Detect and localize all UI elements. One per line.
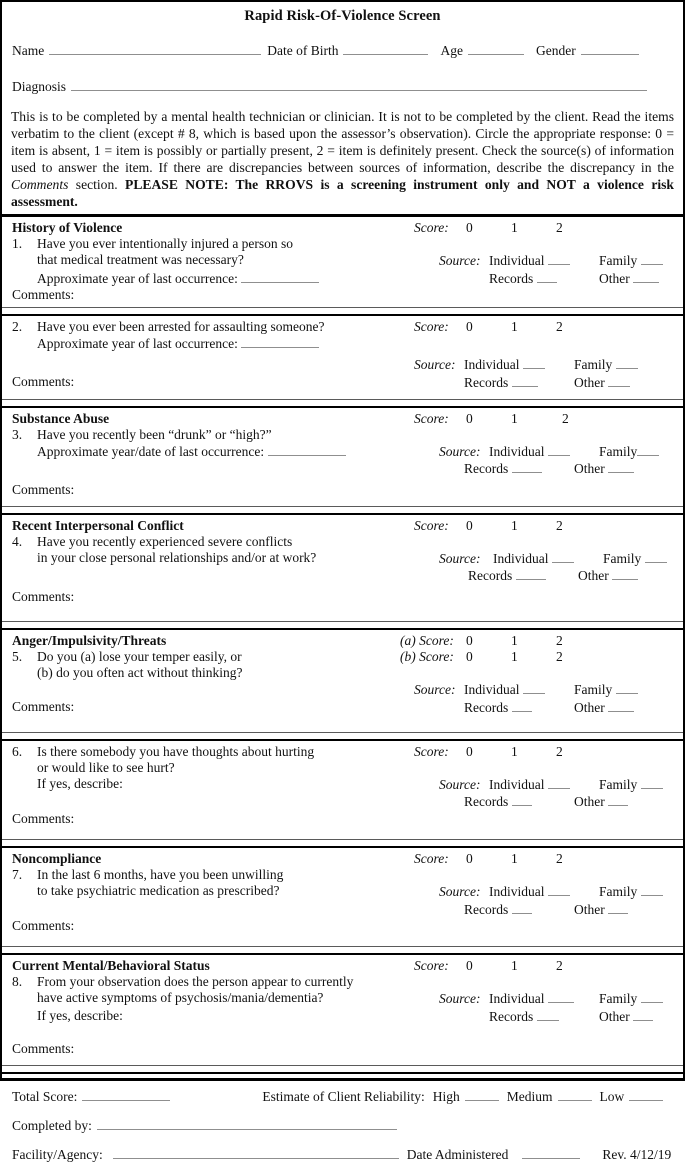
- item-3-source-individual: [489, 443, 599, 460]
- item-2-lastoccurrence-blank[interactable]: [241, 335, 319, 348]
- item-1-source-individual-blank[interactable]: [548, 252, 570, 265]
- item-4-number: 4.: [12, 534, 23, 550]
- completed-by-label: Completed by:: [12, 1117, 92, 1133]
- item-8-source-row1: [439, 990, 675, 1007]
- item-3-source-other: [574, 461, 634, 476]
- date-administered-field[interactable]: [522, 1146, 580, 1159]
- item-6-source-individual: [489, 776, 599, 793]
- section-divider: [2, 732, 683, 741]
- score-label: Score:: [414, 517, 449, 533]
- item-2-source-row2: [414, 374, 675, 391]
- diagnosis-row: [2, 78, 683, 95]
- completed-by-field[interactable]: [97, 1117, 397, 1130]
- source-individual-label: Individual: [489, 991, 545, 1007]
- item-6-score-1[interactable]: 1: [511, 743, 518, 759]
- source-other-label: Other: [574, 374, 605, 390]
- source-label: Source:: [439, 777, 481, 793]
- instructions-part1: This is to be completed by a mental health technician or clinician. It is not to be completed by the client. Read the items verbatim to the client (except # 8, which is based upon the assessor’s observation). Circle the appropriate response: 0 = item is absent, 1 = item is possibly or partially present, 2 = item is definitely present. Check the source(s) of information used to answer the item. If there are discrepancies between sources of information, describe the discrepancy in the: [11, 109, 674, 175]
- source-records-label: Records: [464, 699, 509, 715]
- reliability-low-blank[interactable]: [629, 1088, 663, 1101]
- item-6-score-row: [414, 744, 675, 760]
- item-2-score-1[interactable]: 1: [511, 319, 518, 335]
- item-8-source-records-blank[interactable]: [537, 1008, 559, 1021]
- item-3-score-0[interactable]: 0: [466, 410, 473, 426]
- source-family-label: Family: [599, 444, 638, 460]
- source-other-label: Other: [599, 270, 630, 286]
- item-8-source-row2: [439, 1008, 675, 1025]
- item-3-source-other-blank[interactable]: [608, 460, 634, 473]
- item-7-source-individual: [489, 883, 599, 900]
- source-records-label: Records: [468, 568, 513, 584]
- item-7-source-individual-blank[interactable]: [548, 883, 570, 896]
- source-individual-label: Individual: [464, 357, 520, 373]
- section-divider: [2, 399, 683, 408]
- item-5a-score-row: [400, 632, 675, 649]
- item-2-question-line1: [12, 319, 414, 335]
- item-5-number: 5.: [12, 649, 23, 665]
- item-6-question-text1: Is there somebody you have thoughts about hurting: [37, 743, 315, 759]
- item-2-lastoccurrence-label: Approximate year of last occurrence:: [37, 336, 238, 352]
- item-8-score-1[interactable]: 1: [511, 957, 518, 973]
- item-7-source-family-blank[interactable]: [641, 883, 663, 896]
- item-8-block: [2, 955, 683, 1065]
- item-7-source-records: [464, 901, 574, 918]
- item-5-block: [2, 630, 683, 732]
- section-divider: [2, 506, 683, 515]
- source-label: Source:: [439, 253, 481, 269]
- item-1-source-records-blank[interactable]: [537, 270, 557, 283]
- item-5b-score-row: [400, 649, 675, 665]
- item-8-source-family: [599, 991, 663, 1006]
- instructions-note: PLEASE NOTE: The RROVS is a screening instrument only and NOT a violence risk assessment.: [11, 177, 674, 209]
- form-title: Rapid Risk-Of-Violence Screen: [244, 8, 441, 24]
- item-5a-score-1[interactable]: 1: [511, 632, 518, 648]
- item-6-source-row2: [414, 793, 675, 810]
- item-5a-score-0[interactable]: 0: [466, 632, 473, 648]
- item-7-block: [2, 848, 683, 946]
- item-5-source-family: [574, 682, 638, 697]
- item-1-source-other: [599, 271, 659, 286]
- source-other-label: Other: [574, 699, 605, 715]
- item-5-question-line2: (b) do you often act without thinking?: [37, 665, 243, 681]
- item-7-source-row2: [414, 901, 675, 918]
- total-score-field[interactable]: [82, 1088, 170, 1101]
- source-label: Source:: [439, 444, 481, 460]
- item-2-source-records: [464, 374, 574, 391]
- source-family-label: Family: [599, 991, 638, 1007]
- reliability-medium-label: Medium: [506, 1088, 553, 1104]
- item-8-source-other: [599, 1009, 653, 1024]
- item-4-question-line1: [12, 534, 414, 550]
- item-8-source-other-blank[interactable]: [633, 1008, 653, 1021]
- item-6-source-row1: [439, 776, 675, 793]
- item-4-comments-label: Comments:: [12, 588, 75, 604]
- item-7-source-other: [574, 902, 628, 917]
- item-7-source-other-blank[interactable]: [608, 901, 628, 914]
- item-1-source-records: [489, 270, 599, 287]
- revision-label: Rev. 4/12/19: [602, 1146, 672, 1162]
- item-8-question-text1: From your observation does the person appear to currently: [37, 974, 354, 990]
- item-3-block: [2, 408, 683, 506]
- item-6-source-other-blank[interactable]: [608, 793, 628, 806]
- section-divider: [2, 946, 683, 955]
- item-4-source-other: [578, 568, 638, 583]
- source-records-label: Records: [489, 270, 534, 286]
- source-family-label: Family: [599, 884, 638, 900]
- facility-label: Facility/Agency:: [12, 1146, 103, 1162]
- item-2-source-records-blank[interactable]: [512, 374, 538, 387]
- score-label: Score:: [414, 850, 449, 866]
- item-6-question-line1: [12, 744, 414, 760]
- item-6-comments-label: Comments:: [12, 810, 75, 826]
- item-3-lastoccurrence-line: [12, 443, 439, 460]
- source-family-label: Family: [574, 357, 613, 373]
- gender-label: Gender: [535, 43, 576, 58]
- item-4-block: [2, 515, 683, 621]
- age-field[interactable]: [468, 42, 524, 55]
- item-7-score-2[interactable]: 2: [556, 850, 563, 866]
- item-1-source-individual: [489, 252, 599, 269]
- score-label: Score:: [414, 743, 449, 759]
- item-3-source-records-blank[interactable]: [512, 460, 542, 473]
- item-6-source-individual-blank[interactable]: [548, 776, 570, 789]
- source-records-label: Records: [464, 374, 509, 390]
- source-other-label: Other: [578, 568, 609, 584]
- source-other-label: Other: [574, 901, 605, 917]
- item-3-lastoccurrence-label: Approximate year/date of last occurrence:: [37, 444, 265, 460]
- spacer: [2, 1025, 683, 1041]
- item-1-source-family-blank[interactable]: [641, 252, 663, 265]
- item-2-source-family-blank[interactable]: [616, 356, 638, 369]
- item-1-lastoccurrence-blank[interactable]: [241, 270, 319, 283]
- reliability-high-blank[interactable]: [465, 1088, 499, 1101]
- item-5-question-line1: [12, 649, 414, 665]
- diagnosis-label: Diagnosis: [12, 79, 66, 94]
- item-3-source-family-blank[interactable]: [637, 443, 659, 456]
- item-5-source-row2: [414, 699, 675, 716]
- item-5b-score-0[interactable]: 0: [466, 649, 473, 665]
- item-5-source-family-blank[interactable]: [616, 681, 638, 694]
- item-2-source-other-blank[interactable]: [608, 374, 630, 387]
- source-individual-label: Individual: [489, 777, 545, 793]
- item-1-score-row: [414, 220, 675, 236]
- item-7-number: 7.: [12, 867, 23, 883]
- item-3-source-row2: [414, 460, 675, 477]
- score-label: Score:: [414, 220, 449, 235]
- source-family-label: Family: [599, 253, 638, 269]
- gender-field[interactable]: [581, 42, 639, 55]
- item-3-score-1[interactable]: 1: [511, 410, 518, 426]
- item-4-source-family: [603, 551, 667, 566]
- diagnosis-field[interactable]: [71, 78, 647, 91]
- item-6-source-records: [464, 793, 574, 810]
- item-7-score-0[interactable]: 0: [466, 850, 473, 866]
- item-5b-score-2[interactable]: 2: [556, 649, 563, 665]
- item-4-source-individual-blank[interactable]: [552, 550, 574, 563]
- item-1-comments-label: Comments:: [12, 286, 75, 302]
- dob-label: Date of Birth: [267, 43, 339, 58]
- section-heading-noncompliance: Noncompliance: [12, 850, 102, 866]
- item-4-source-family-blank[interactable]: [645, 550, 667, 563]
- source-label: Source:: [439, 991, 481, 1007]
- item-6-describe-label: If yes, describe:: [37, 776, 123, 792]
- item-2-question-text1: Have you ever been arrested for assaulting someone?: [37, 319, 325, 335]
- item-4-source-other-blank[interactable]: [612, 567, 638, 580]
- item-3-question-line1: [12, 427, 414, 443]
- item-7-source-family: [599, 884, 663, 899]
- item-6-score-0[interactable]: 0: [466, 743, 473, 759]
- item-6-source-records-blank[interactable]: [512, 793, 532, 806]
- section-heading-substance-abuse: Substance Abuse: [12, 410, 110, 426]
- source-individual-label: Individual: [464, 682, 520, 698]
- item-7-source-records-blank[interactable]: [512, 901, 532, 914]
- score-label: Score:: [414, 319, 449, 335]
- item-5-source-other: [574, 700, 634, 715]
- item-2-comments-label: Comments:: [12, 373, 75, 389]
- section-heading-current-mental-behavioral-status: Current Mental/Behavioral Status: [12, 957, 210, 973]
- item-1-score-2[interactable]: 2: [556, 220, 563, 235]
- item-5a-score-2[interactable]: 2: [556, 632, 563, 648]
- reliability-label: Estimate of Client Reliability:: [262, 1088, 425, 1104]
- item-8-number: 8.: [12, 974, 23, 990]
- reliability-high-label: High: [432, 1088, 460, 1104]
- item-1-question-line2: that medical treatment was necessary?: [37, 252, 244, 268]
- item-5-source-records: [464, 699, 574, 716]
- item-7-source-row1: [439, 883, 675, 900]
- item-2-source-row1: [414, 356, 675, 373]
- item-3-question-text1: Have you recently been “drunk” or “high?”: [37, 427, 272, 443]
- total-score-row: [12, 1086, 673, 1108]
- item-1-source-row2: [439, 270, 675, 287]
- item-4-source-records: [468, 567, 578, 584]
- summary-section: [2, 1074, 683, 1166]
- item-1-score-1[interactable]: 1: [511, 220, 518, 235]
- section-divider: [2, 307, 683, 316]
- item-1-number: 1.: [12, 236, 23, 252]
- source-family-label: Family: [599, 777, 638, 793]
- item-2-number: 2.: [12, 319, 23, 335]
- item-7-question-text1: In the last 6 months, have you been unwilling: [37, 867, 284, 883]
- item-5-question-text1: Do you (a) lose your temper easily, or: [37, 649, 242, 665]
- score-label: Score:: [414, 957, 449, 973]
- item-4-source-individual: [493, 550, 603, 567]
- item-3-comments-label: Comments:: [12, 481, 75, 497]
- item-5-source-other-blank[interactable]: [608, 699, 634, 712]
- item-8-score-2[interactable]: 2: [556, 957, 563, 973]
- reliability-medium-blank[interactable]: [558, 1088, 592, 1101]
- item-2-score-row: [414, 319, 675, 335]
- source-records-label: Records: [489, 1008, 534, 1024]
- item-8-describe-label: If yes, describe:: [37, 1007, 123, 1023]
- facility-field[interactable]: [113, 1146, 399, 1159]
- item-3-source-row1: [439, 443, 675, 460]
- instructions-comments-word: Comments: [11, 177, 69, 192]
- source-label: Source:: [414, 357, 456, 373]
- section-heading-history-of-violence: History of Violence: [12, 220, 123, 235]
- item-1-score-0[interactable]: 0: [466, 220, 473, 235]
- item-8-score-0[interactable]: 0: [466, 957, 473, 973]
- item-3-source-individual-blank[interactable]: [548, 443, 570, 456]
- item-2-source-individual: [464, 356, 574, 373]
- item-2-score-2[interactable]: 2: [556, 319, 563, 335]
- source-individual-label: Individual: [489, 884, 545, 900]
- item-3-number: 3.: [12, 427, 23, 443]
- item-3-score-2[interactable]: 2: [562, 410, 569, 426]
- item-6-source-family-blank[interactable]: [641, 776, 663, 789]
- section-heading-recent-interpersonal-conflict: Recent Interpersonal Conflict: [12, 517, 184, 533]
- item-4-source-records-blank[interactable]: [516, 567, 546, 580]
- item-7-score-1[interactable]: 1: [511, 850, 518, 866]
- item-4-source-row2: [414, 567, 675, 584]
- score-b-label: (b) Score:: [400, 649, 454, 665]
- item-6-source-other: [574, 794, 628, 809]
- item-3-source-records: [464, 460, 574, 477]
- item-8-comments-label: Comments:: [12, 1040, 75, 1056]
- source-family-label: Family: [574, 682, 613, 698]
- item-4-score-0[interactable]: 0: [466, 517, 473, 533]
- instructions-paragraph: [2, 108, 683, 210]
- source-label: Source:: [414, 682, 456, 698]
- item-6-score-2[interactable]: 2: [556, 743, 563, 759]
- item-6-block: [2, 741, 683, 839]
- item-8-source-records: [489, 1008, 599, 1025]
- item-7-question-line1: [12, 867, 414, 883]
- source-label: Source:: [439, 884, 481, 900]
- item-2-source-family: [574, 357, 638, 372]
- item-8-question-line1: [12, 974, 414, 990]
- source-family-label: Family: [603, 551, 642, 567]
- item-1-question-line1: [12, 236, 414, 252]
- item-7-score-row: [414, 851, 675, 867]
- item-8-source-individual: [489, 990, 599, 1007]
- item-8-question-line2: have active symptoms of psychosis/mania/dementia?: [37, 990, 324, 1006]
- item-5-comments-label: Comments:: [12, 698, 75, 714]
- item-1-lastoccurrence-label: Approximate year of last occurrence:: [37, 270, 238, 286]
- total-score-label: Total Score:: [12, 1088, 78, 1104]
- item-4-question-text1: Have you recently experienced severe conflicts: [37, 534, 293, 550]
- item-8-score-row: [414, 958, 675, 974]
- item-8-source-family-blank[interactable]: [641, 990, 663, 1003]
- reliability-low-label: Low: [599, 1088, 625, 1104]
- item-4-source-row1: [439, 550, 675, 567]
- item-7-question-line2: to take psychiatric medication as prescribed?: [37, 883, 280, 899]
- dob-field[interactable]: [343, 42, 428, 55]
- identity-row: [2, 42, 683, 59]
- item-5-source-records-blank[interactable]: [512, 699, 532, 712]
- source-individual-label: Individual: [493, 551, 549, 567]
- item-4-question-line2: in your close personal relationships and/or at work?: [37, 550, 317, 566]
- item-5-source-row1: [414, 681, 675, 698]
- section-divider: [2, 621, 683, 630]
- item-1-source-family: [599, 253, 663, 268]
- name-field[interactable]: [49, 42, 261, 55]
- item-7-comments-label: Comments:: [12, 917, 75, 933]
- facility-row: [12, 1144, 673, 1166]
- item-1-source-row1: [439, 252, 675, 269]
- item-6-source-family: [599, 777, 663, 792]
- item-2-source-other: [574, 375, 630, 390]
- source-records-label: Records: [464, 794, 509, 810]
- section-divider: [2, 839, 683, 848]
- source-label: Source:: [439, 551, 481, 567]
- item-5-source-individual-blank[interactable]: [523, 681, 545, 694]
- item-4-score-1[interactable]: 1: [511, 517, 518, 533]
- item-4-score-2[interactable]: 2: [556, 517, 563, 533]
- item-8-source-individual-blank[interactable]: [548, 990, 574, 1003]
- item-5-source-individual: [464, 681, 574, 698]
- source-other-label: Other: [599, 1008, 630, 1024]
- section-heading-anger-impulsivity-threats: Anger/Impulsivity/Threats: [12, 632, 167, 648]
- source-other-label: Other: [574, 461, 605, 477]
- score-label: Score:: [414, 410, 449, 426]
- completed-by-row: [12, 1115, 673, 1137]
- source-other-label: Other: [574, 794, 605, 810]
- item-3-score-row: [414, 411, 675, 427]
- source-individual-label: Individual: [489, 253, 545, 269]
- instructions-part2: section.: [68, 177, 126, 192]
- item-1-source-other-blank[interactable]: [633, 270, 659, 283]
- item-6-number: 6.: [12, 743, 23, 759]
- name-label: Name: [12, 43, 45, 58]
- item-3-lastoccurrence-blank[interactable]: [268, 443, 346, 456]
- item-2-source-individual-blank[interactable]: [523, 356, 545, 369]
- item-1-block: [2, 217, 683, 307]
- age-label: Age: [440, 43, 463, 58]
- source-records-label: Records: [464, 901, 509, 917]
- source-records-label: Records: [464, 461, 509, 477]
- item-2-block: [2, 316, 683, 399]
- item-5b-score-1[interactable]: 1: [511, 649, 518, 665]
- item-1-question-text1: Have you ever intentionally injured a person so: [37, 236, 294, 252]
- item-3-source-family: [599, 444, 659, 459]
- source-individual-label: Individual: [489, 444, 545, 460]
- item-4-score-row: [414, 518, 675, 534]
- section-divider: [2, 1065, 683, 1074]
- item-2-lastoccurrence-line: [12, 335, 439, 352]
- score-a-label: (a) Score:: [400, 632, 454, 648]
- date-administered-label: Date Administered: [406, 1146, 509, 1162]
- item-1-lastoccurrence-line: [12, 270, 439, 287]
- item-2-score-0[interactable]: 0: [466, 319, 473, 335]
- item-6-question-line2: or would like to see hurt?: [37, 760, 175, 776]
